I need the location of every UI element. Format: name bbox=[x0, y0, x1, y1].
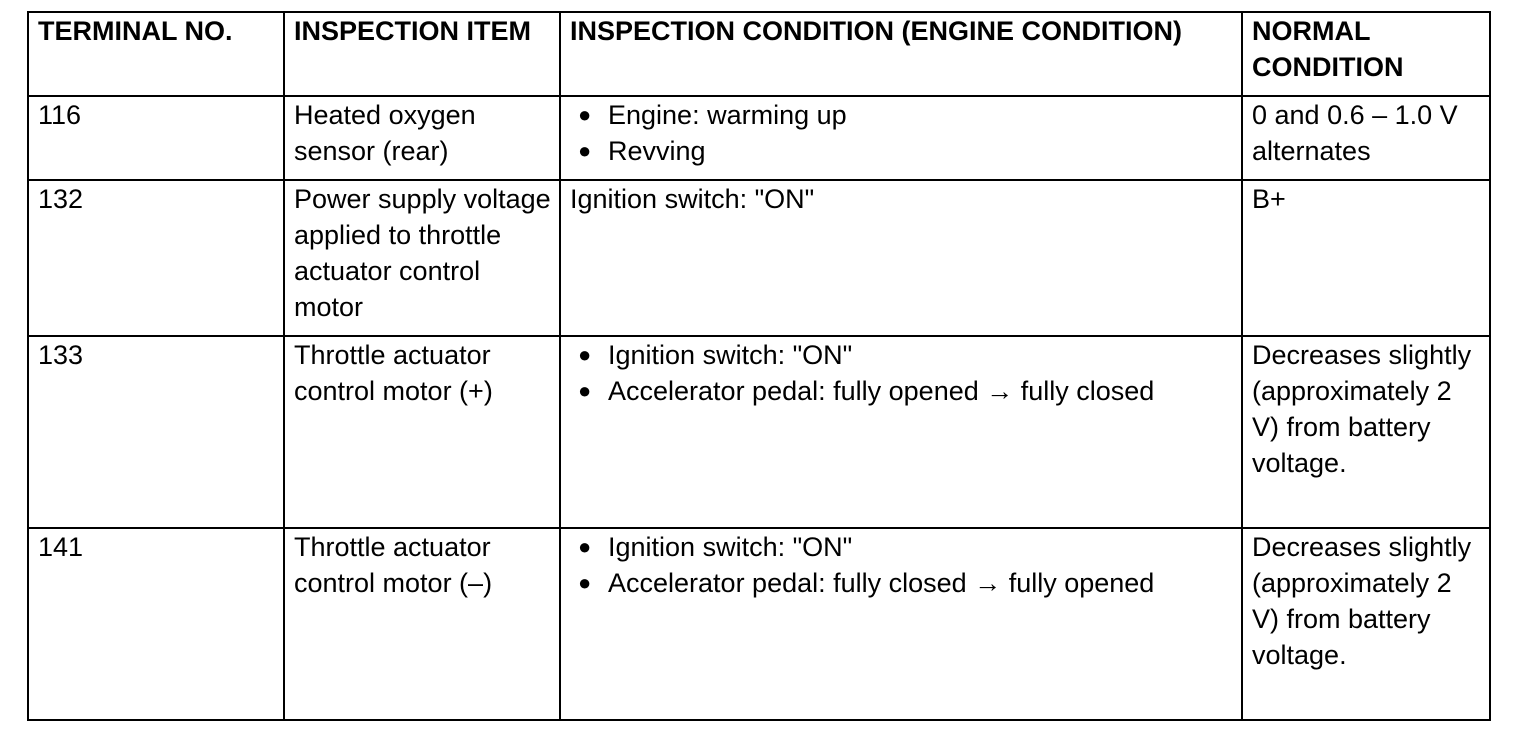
normal-condition-cell: Decreases slightly (approximately 2 V) from battery voltage. bbox=[1242, 528, 1490, 720]
inspection-item-cell: Power supply voltage applied to throttle actuator control motor bbox=[284, 180, 560, 336]
terminal-cell: 132 bbox=[28, 180, 284, 336]
header-inspection-condition: INSPECTION CONDITION (ENGINE CONDITION) bbox=[560, 12, 1242, 96]
inspection-item-cell: Throttle actuator control motor (+) bbox=[284, 336, 560, 528]
condition-item bbox=[570, 97, 1233, 133]
inspection-item-cell: Throttle actuator control motor (–) bbox=[284, 528, 560, 720]
bullet-icon: ● bbox=[578, 342, 592, 367]
bullet-icon: ● bbox=[578, 534, 592, 559]
condition-list bbox=[570, 97, 1233, 169]
inspection-condition-cell bbox=[560, 528, 1242, 720]
inspection-condition-cell bbox=[560, 336, 1242, 528]
table-row bbox=[28, 528, 1490, 720]
inspection-item-cell: Heated oxygen sensor (rear) bbox=[284, 96, 560, 180]
condition-text: Ignition switch: "ON" bbox=[608, 340, 853, 370]
bullet-icon: ● bbox=[578, 102, 592, 127]
inspection-table bbox=[27, 11, 1491, 721]
table-header bbox=[28, 12, 1490, 96]
normal-condition-cell: B+ bbox=[1242, 180, 1490, 336]
condition-item bbox=[570, 373, 1233, 409]
condition-list bbox=[570, 337, 1233, 409]
bullet-icon: ● bbox=[578, 138, 592, 163]
table-row bbox=[28, 96, 1490, 180]
condition-text: Revving bbox=[608, 136, 706, 166]
condition-item bbox=[570, 529, 1233, 565]
condition-text: Accelerator pedal: fully closed → fully opened bbox=[608, 568, 1155, 598]
header-row bbox=[28, 12, 1490, 96]
condition-text: Ignition switch: "ON" bbox=[608, 532, 853, 562]
terminal-cell: 116 bbox=[28, 96, 284, 180]
condition-text: Engine: warming up bbox=[608, 100, 847, 130]
condition-item bbox=[570, 337, 1233, 373]
header-inspection-item: INSPECTION ITEM bbox=[284, 12, 560, 96]
bullet-icon: ● bbox=[578, 570, 592, 595]
header-normal-condition: NORMAL CONDITION bbox=[1242, 12, 1490, 96]
terminal-cell: 133 bbox=[28, 336, 284, 528]
normal-condition-cell: 0 and 0.6 – 1.0 V alternates bbox=[1242, 96, 1490, 180]
table-row bbox=[28, 336, 1490, 528]
inspection-condition-cell bbox=[560, 96, 1242, 180]
inspection-condition-cell: Ignition switch: "ON" bbox=[560, 180, 1242, 336]
condition-item bbox=[570, 133, 1233, 169]
condition-list bbox=[570, 529, 1233, 601]
terminal-cell: 141 bbox=[28, 528, 284, 720]
header-terminal: TERMINAL NO. bbox=[28, 12, 284, 96]
bullet-icon: ● bbox=[578, 378, 592, 403]
condition-item bbox=[570, 565, 1233, 601]
condition-text: Accelerator pedal: fully opened → fully closed bbox=[608, 376, 1155, 406]
table-row bbox=[28, 180, 1490, 336]
table-body bbox=[28, 96, 1490, 720]
normal-condition-cell: Decreases slightly (approximately 2 V) from battery voltage. bbox=[1242, 336, 1490, 528]
